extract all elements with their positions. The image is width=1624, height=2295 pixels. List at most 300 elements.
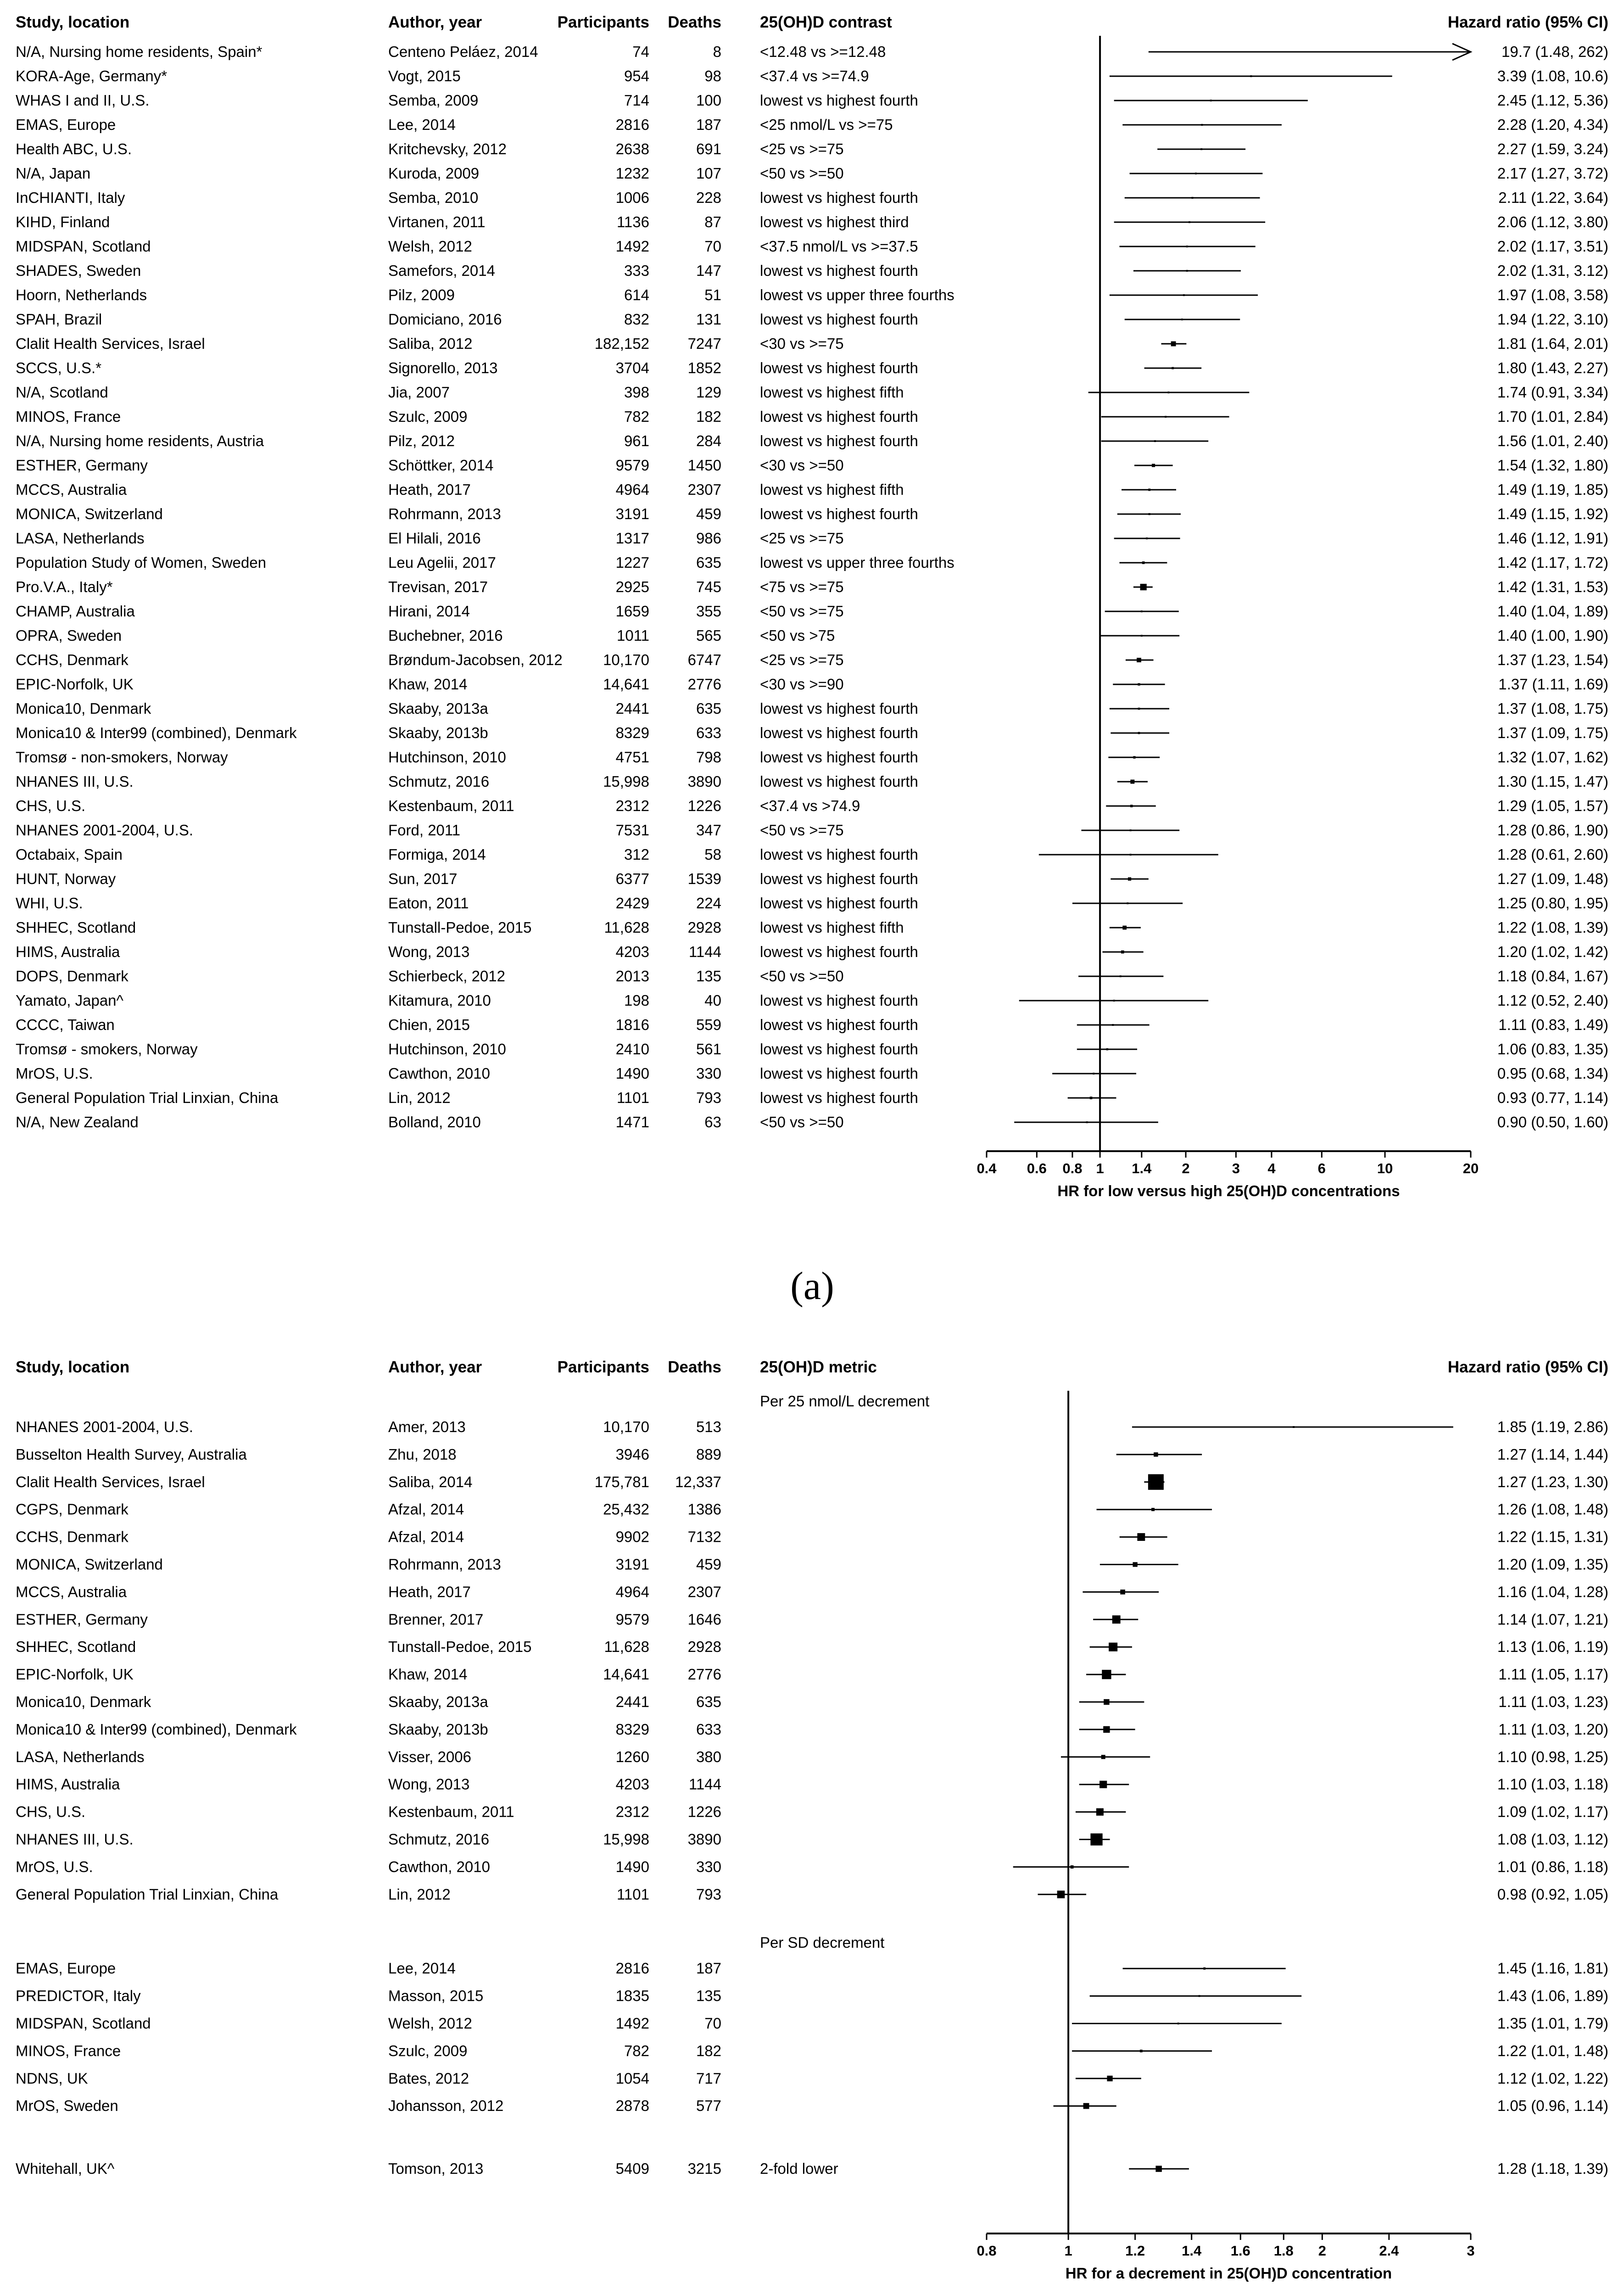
table-row (16, 870, 1608, 887)
x-tick-label: 1.8 (1273, 2243, 1294, 2259)
participants-value: 5409 (615, 2160, 649, 2177)
hazard-ratio-value: 1.80 (1.43, 2.27) (1497, 359, 1608, 376)
author-label: Tomson, 2013 (388, 2160, 484, 2177)
table-row (16, 530, 1608, 547)
study-label: EMAS, Europe (16, 116, 116, 133)
participants-value: 175,781 (594, 1473, 649, 1490)
forest-panel-a (16, 13, 1608, 1308)
point-estimate (1178, 2023, 1179, 2025)
deaths-value: 1144 (689, 1775, 721, 1793)
hazard-ratio-value: 1.97 (1.08, 3.58) (1497, 286, 1608, 303)
contrast-label: lowest vs highest fourth (760, 92, 918, 109)
participants-value: 2441 (615, 1693, 649, 1710)
point-estimate (1148, 1474, 1164, 1490)
deaths-value: 355 (696, 603, 721, 620)
deaths-value: 1386 (687, 1500, 721, 1518)
point-estimate (1128, 877, 1131, 880)
forest-panel-b (16, 1358, 1608, 2295)
study-label: HIMS, Australia (16, 943, 120, 960)
contrast-label: lowest vs highest fourth (760, 359, 918, 376)
study-label: Yamato, Japan^ (16, 992, 124, 1009)
table-row (16, 481, 1608, 498)
point-estimate (1130, 854, 1132, 856)
study-label: N/A, Nursing home residents, Spain* (16, 43, 262, 60)
table-row (16, 1473, 1608, 1490)
table-row (16, 286, 1608, 303)
hazard-ratio-value: 0.93 (0.77, 1.14) (1497, 1089, 1608, 1106)
deaths-value: 135 (696, 968, 721, 985)
hazard-ratio-value: 1.11 (0.83, 1.49) (1498, 1016, 1608, 1033)
author-label: Bolland, 2010 (388, 1114, 481, 1131)
author-label: Pilz, 2012 (388, 432, 455, 449)
contrast-label: <25 vs >=75 (760, 651, 844, 668)
table-row (16, 1446, 1608, 1463)
contrast-label: <37.4 vs >74.9 (760, 797, 860, 814)
point-estimate (1140, 2050, 1143, 2053)
deaths-value: 1852 (687, 359, 721, 376)
deaths-value: 70 (704, 238, 721, 255)
table-row (16, 578, 1608, 595)
study-label: NHANES III, U.S. (16, 1830, 134, 1848)
deaths-value: 459 (696, 505, 721, 522)
participants-value: 2925 (615, 578, 649, 595)
deaths-value: 147 (696, 262, 721, 279)
point-estimate (1120, 1590, 1125, 1595)
deaths-value: 577 (696, 2097, 721, 2115)
hazard-ratio-value: 1.94 (1.22, 3.10) (1497, 311, 1608, 328)
x-tick-label: 20 (1462, 1160, 1479, 1176)
point-estimate (1201, 124, 1203, 126)
contrast-label: <25 vs >=75 (760, 530, 844, 547)
x-tick-label: 2 (1318, 2243, 1326, 2259)
study-label: MCCS, Australia (16, 481, 127, 498)
point-estimate (1133, 1562, 1137, 1567)
hazard-ratio-value: 1.26 (1.08, 1.48) (1497, 1500, 1608, 1518)
author-label: Eaton, 2011 (388, 895, 469, 912)
deaths-value: 224 (696, 895, 721, 912)
deaths-value: 8 (713, 43, 721, 60)
point-estimate (1199, 1995, 1200, 1997)
hazard-ratio-value: 1.42 (1.17, 1.72) (1497, 554, 1608, 571)
hazard-ratio-value: 1.12 (1.02, 1.22) (1497, 2070, 1608, 2087)
hazard-ratio-value: 0.95 (0.68, 1.34) (1497, 1065, 1608, 1082)
deaths-value: 129 (696, 384, 721, 401)
study-label: EPIC-Norfolk, UK (16, 676, 134, 693)
participants-value: 832 (624, 311, 649, 328)
study-label: Pro.V.A., Italy* (16, 578, 113, 595)
study-label: MINOS, France (16, 2042, 121, 2060)
study-label: Monica10 & Inter99 (combined), Denmark (16, 724, 297, 741)
hazard-ratio-value: 2.02 (1.17, 3.51) (1497, 238, 1608, 255)
table-row (16, 651, 1608, 668)
author-label: Cawthon, 2010 (388, 1858, 490, 1875)
x-tick-label: 3 (1232, 1160, 1240, 1176)
study-label: Clalit Health Services, Israel (16, 335, 205, 352)
study-label: CHS, U.S. (16, 1803, 86, 1820)
study-label: InCHIANTI, Italy (16, 189, 125, 206)
participants-value: 614 (624, 286, 649, 303)
deaths-value: 986 (696, 530, 721, 547)
deaths-value: 7132 (687, 1528, 721, 1545)
deaths-value: 1539 (687, 870, 721, 887)
hazard-ratio-value: 19.7 (1.48, 262) (1501, 43, 1608, 60)
table-row (16, 1556, 1608, 1573)
study-label: ESTHER, Germany (16, 457, 148, 474)
study-label: N/A, New Zealand (16, 1114, 139, 1131)
author-label: Khaw, 2014 (388, 1666, 468, 1683)
hazard-ratio-value: 1.27 (1.09, 1.48) (1497, 870, 1608, 887)
table-row (16, 603, 1608, 620)
point-estimate (1103, 1726, 1110, 1733)
contrast-label: lowest vs highest fourth (760, 749, 918, 766)
participants-value: 74 (632, 43, 649, 60)
hazard-ratio-value: 1.28 (0.86, 1.90) (1497, 822, 1608, 839)
contrast-label: <50 vs >=75 (760, 822, 844, 839)
x-tick-label: 1.2 (1125, 2243, 1145, 2259)
author-label: Szulc, 2009 (388, 408, 468, 425)
table-row (16, 238, 1608, 255)
table-row (16, 1693, 1608, 1710)
table-row (16, 1501, 1608, 1518)
contrast-label: lowest vs highest fourth (760, 311, 918, 328)
deaths-value: 51 (704, 286, 721, 303)
author-label: Welsh, 2012 (388, 238, 472, 255)
author-label: Leu Agelii, 2017 (388, 554, 496, 571)
author-label: Bates, 2012 (388, 2070, 469, 2087)
study-label: MCCS, Australia (16, 1583, 127, 1601)
table-row (16, 432, 1608, 449)
table-row (16, 2097, 1608, 2114)
author-label: Skaaby, 2013b (388, 724, 488, 741)
study-label: EPIC-Norfolk, UK (16, 1666, 134, 1683)
deaths-value: 2776 (687, 676, 721, 693)
hazard-ratio-value: 1.22 (1.08, 1.39) (1497, 919, 1608, 936)
participants-value: 782 (624, 408, 649, 425)
table-row (16, 1583, 1608, 1600)
point-estimate (1149, 513, 1150, 515)
participants-value: 954 (624, 67, 649, 84)
table-row (16, 311, 1608, 328)
contrast-label: <50 vs >=50 (760, 165, 844, 182)
participants-value: 3191 (615, 505, 649, 522)
table-row (16, 676, 1608, 693)
author-label: Trevisan, 2017 (388, 578, 488, 595)
contrast-label: lowest vs highest fourth (760, 870, 918, 887)
point-estimate (1203, 1967, 1205, 1970)
participants-value: 1317 (615, 530, 649, 547)
table-row (16, 1803, 1608, 1820)
contrast-label: <50 vs >=75 (760, 603, 844, 620)
deaths-value: 3890 (687, 1830, 721, 1848)
study-label: HUNT, Norway (16, 870, 116, 887)
participants-value: 9579 (615, 1611, 649, 1628)
participants-value: 1011 (617, 627, 649, 644)
study-label: CCHS, Denmark (16, 1528, 128, 1545)
deaths-value: 635 (696, 700, 721, 717)
deaths-value: 793 (696, 1886, 721, 1903)
study-label: NHANES III, U.S. (16, 773, 134, 790)
study-label: OPRA, Sweden (16, 627, 122, 644)
point-estimate (1138, 732, 1140, 734)
point-estimate (1250, 75, 1252, 77)
deaths-value: 635 (696, 1693, 721, 1710)
participants-value: 15,998 (603, 773, 649, 790)
deaths-value: 691 (696, 140, 721, 157)
study-label: Hoorn, Netherlands (16, 286, 147, 303)
table-row (16, 189, 1608, 206)
deaths-value: 63 (704, 1114, 721, 1131)
hazard-ratio-value: 1.06 (0.83, 1.35) (1497, 1041, 1608, 1058)
participants-value: 8329 (615, 724, 649, 741)
author-label: Szulc, 2009 (388, 2042, 468, 2060)
author-label: Afzal, 2014 (388, 1528, 464, 1545)
point-estimate (1099, 1781, 1107, 1788)
header-study: Study, location (16, 1358, 130, 1376)
hazard-ratio-value: 1.81 (1.64, 2.01) (1497, 335, 1608, 352)
contrast-label: lowest vs highest fourth (760, 700, 918, 717)
hazard-ratio-value: 1.01 (0.86, 1.18) (1497, 1858, 1608, 1875)
table-row (16, 165, 1608, 182)
study-label: Monica10, Denmark (16, 700, 151, 717)
hazard-ratio-value: 1.05 (0.96, 1.14) (1497, 2097, 1608, 2115)
author-label: Rohrmann, 2013 (388, 1556, 501, 1573)
deaths-value: 2307 (687, 1583, 721, 1601)
study-label: KORA-Age, Germany* (16, 67, 167, 84)
deaths-value: 1450 (687, 457, 721, 474)
study-label: WHI, U.S. (16, 895, 83, 912)
table-row (16, 2070, 1608, 2087)
contrast-label: lowest vs upper three fourths (760, 554, 954, 571)
hazard-ratio-value: 1.37 (1.09, 1.75) (1497, 724, 1608, 741)
deaths-value: 798 (696, 749, 721, 766)
participants-value: 14,641 (603, 1666, 649, 1683)
participants-value: 2816 (615, 116, 649, 133)
deaths-value: 347 (696, 822, 721, 839)
table-row (16, 1886, 1608, 1903)
contrast-label: lowest vs highest fourth (760, 846, 918, 863)
study-label: HIMS, Australia (16, 1775, 120, 1793)
table-row (16, 797, 1608, 814)
study-label: Population Study of Women, Sweden (16, 554, 267, 571)
deaths-value: 131 (696, 311, 721, 328)
study-label: NDNS, UK (16, 2070, 88, 2087)
author-label: Schöttker, 2014 (388, 457, 494, 474)
point-estimate (1127, 902, 1128, 904)
contrast-label: lowest vs highest fourth (760, 992, 918, 1009)
hazard-ratio-value: 1.29 (1.05, 1.57) (1497, 797, 1608, 814)
point-estimate (1171, 341, 1176, 347)
study-label: SCCS, U.S.* (16, 359, 102, 376)
x-tick-label: 0.8 (977, 2243, 997, 2259)
author-label: El Hilali, 2016 (388, 530, 481, 547)
point-estimate (1167, 392, 1169, 393)
contrast-label: lowest vs highest fifth (760, 919, 904, 936)
study-label: CHAMP, Australia (16, 603, 135, 620)
contrast-label: lowest vs highest fifth (760, 481, 904, 498)
study-label: SHADES, Sweden (16, 262, 141, 279)
deaths-value: 40 (704, 992, 721, 1009)
study-label: LASA, Netherlands (16, 1748, 145, 1765)
participants-value: 4964 (615, 1583, 649, 1601)
hazard-ratio-value: 2.17 (1.27, 3.72) (1497, 165, 1608, 182)
table-row (16, 67, 1608, 84)
x-tick-label: 0.4 (977, 1160, 997, 1176)
participants-value: 8329 (615, 1720, 649, 1738)
contrast-label: lowest vs highest fourth (760, 1065, 918, 1082)
study-label: MONICA, Switzerland (16, 505, 163, 522)
study-label: MONICA, Switzerland (16, 1556, 163, 1573)
table-row (16, 1858, 1608, 1875)
author-label: Heath, 2017 (388, 1583, 471, 1601)
author-label: Ford, 2011 (388, 822, 461, 839)
contrast-label: <30 vs >=90 (760, 676, 844, 693)
study-label: Monica10 & Inter99 (combined), Denmark (16, 1720, 297, 1738)
author-label: Tunstall-Pedoe, 2015 (388, 919, 532, 936)
author-label: Brenner, 2017 (388, 1611, 484, 1628)
point-estimate (1112, 1615, 1121, 1623)
author-label: Kestenbaum, 2011 (388, 797, 514, 814)
participants-value: 1490 (615, 1065, 649, 1082)
contrast-label: lowest vs highest fourth (760, 895, 918, 912)
deaths-value: 633 (696, 1720, 721, 1738)
point-estimate (1130, 805, 1133, 807)
hazard-ratio-value: 1.43 (1.06, 1.89) (1497, 1987, 1608, 2004)
study-label: PREDICTOR, Italy (16, 1987, 141, 2004)
contrast-label: <25 nmol/L vs >=75 (760, 116, 893, 133)
point-estimate (1107, 2076, 1112, 2081)
point-estimate (1113, 1000, 1115, 1002)
hazard-ratio-value: 1.14 (1.07, 1.21) (1497, 1611, 1608, 1628)
point-estimate (1141, 610, 1143, 612)
study-label: CCHS, Denmark (16, 651, 128, 668)
deaths-value: 459 (696, 1556, 721, 1573)
deaths-value: 793 (696, 1089, 721, 1106)
deaths-value: 633 (696, 724, 721, 741)
table-row (16, 700, 1608, 717)
deaths-value: 87 (704, 213, 721, 230)
table-row (16, 943, 1608, 960)
deaths-value: 1226 (687, 1803, 721, 1820)
contrast-label: lowest vs highest fourth (760, 408, 918, 425)
table-row (16, 627, 1608, 644)
contrast-label: lowest vs highest fourth (760, 1089, 918, 1106)
author-label: Lin, 2012 (388, 1886, 451, 1903)
participants-value: 1136 (617, 213, 649, 230)
point-estimate (1152, 464, 1155, 467)
author-label: Schmutz, 2016 (388, 773, 490, 790)
table-row (16, 1418, 1608, 1435)
point-estimate (1189, 221, 1190, 223)
hazard-ratio-value: 1.37 (1.08, 1.75) (1497, 700, 1608, 717)
hazard-ratio-value: 0.90 (0.50, 1.60) (1497, 1114, 1608, 1131)
hazard-ratio-value: 1.25 (0.80, 1.95) (1497, 895, 1608, 912)
hazard-ratio-value: 1.30 (1.15, 1.47) (1497, 773, 1608, 790)
hazard-ratio-value: 1.12 (0.52, 2.40) (1497, 992, 1608, 1009)
hazard-ratio-value: 2.28 (1.20, 4.34) (1497, 116, 1608, 133)
header-study: Study, location (16, 13, 130, 31)
author-label: Semba, 2009 (388, 92, 479, 109)
hazard-ratio-value: 1.45 (1.16, 1.81) (1497, 1959, 1608, 1977)
point-estimate (1112, 1024, 1114, 1026)
participants-value: 312 (624, 846, 649, 863)
participants-value: 1227 (615, 554, 649, 571)
table-row (16, 724, 1608, 741)
participants-value: 182,152 (594, 335, 649, 352)
table-row (16, 359, 1608, 376)
point-estimate (1057, 1891, 1065, 1898)
deaths-value: 182 (696, 2042, 721, 2060)
study-label: CHS, U.S. (16, 797, 86, 814)
contrast-label: lowest vs highest fourth (760, 943, 918, 960)
author-label: Lee, 2014 (388, 116, 456, 133)
author-label: Hutchinson, 2010 (388, 749, 506, 766)
author-label: Pilz, 2009 (388, 286, 455, 303)
deaths-value: 2307 (687, 481, 721, 498)
hazard-ratio-value: 1.56 (1.01, 2.40) (1497, 432, 1608, 449)
author-label: Chien, 2015 (388, 1016, 470, 1033)
contrast-label: <75 vs >=75 (760, 578, 844, 595)
author-label: Schierbeck, 2012 (388, 968, 505, 985)
hazard-ratio-value: 1.37 (1.11, 1.69) (1498, 676, 1608, 693)
point-estimate (1083, 2103, 1089, 2109)
participants-value: 2429 (615, 895, 649, 912)
participants-value: 1101 (617, 1886, 649, 1903)
author-label: Hirani, 2014 (388, 603, 470, 620)
table-row (16, 919, 1608, 936)
table-row (16, 1748, 1608, 1765)
author-label: Amer, 2013 (388, 1418, 466, 1435)
table-row (16, 1041, 1608, 1058)
x-axis-title: HR for a decrement in 25(OH)D concentration (1065, 2265, 1392, 2282)
author-label: Masson, 2015 (388, 1987, 484, 2004)
contrast-label: lowest vs upper three fourths (760, 286, 954, 303)
table-row (16, 262, 1608, 279)
deaths-value: 7247 (687, 335, 721, 352)
author-label: Welsh, 2012 (388, 2015, 472, 2032)
participants-value: 15,998 (603, 1830, 649, 1848)
contrast-label: lowest vs highest fifth (760, 384, 904, 401)
deaths-value: 6747 (687, 651, 721, 668)
x-tick-label: 1.4 (1132, 1160, 1152, 1176)
x-tick-label: 1 (1096, 1160, 1104, 1176)
participants-value: 7531 (615, 822, 649, 839)
study-label: MrOS, U.S. (16, 1065, 93, 1082)
participants-value: 1101 (617, 1089, 649, 1106)
author-label: Signorello, 2013 (388, 359, 498, 376)
group-label: Per SD decrement (760, 1934, 885, 1951)
deaths-value: 228 (696, 189, 721, 206)
hazard-ratio-value: 1.37 (1.23, 1.54) (1497, 651, 1608, 668)
hazard-ratio-value: 2.02 (1.31, 3.12) (1497, 262, 1608, 279)
hazard-ratio-value: 1.74 (0.91, 3.34) (1497, 384, 1608, 401)
author-label: Saliba, 2014 (388, 1473, 473, 1490)
contrast-label: <50 vs >=50 (760, 1114, 844, 1131)
hazard-ratio-value: 1.32 (1.07, 1.62) (1497, 749, 1608, 766)
header-deaths: Deaths (668, 13, 721, 31)
hazard-ratio-value: 1.42 (1.31, 1.53) (1497, 578, 1608, 595)
participants-value: 1232 (615, 165, 649, 182)
point-estimate (1183, 294, 1185, 296)
deaths-value: 565 (696, 627, 721, 644)
study-label: Tromsø - smokers, Norway (16, 1041, 198, 1058)
point-estimate (1090, 1097, 1093, 1099)
table-row (16, 992, 1608, 1009)
deaths-value: 284 (696, 432, 721, 449)
table-row (16, 1666, 1608, 1683)
point-estimate (1146, 537, 1148, 539)
contrast-label: lowest vs highest fourth (760, 262, 918, 279)
participants-value: 25,432 (603, 1500, 649, 1518)
